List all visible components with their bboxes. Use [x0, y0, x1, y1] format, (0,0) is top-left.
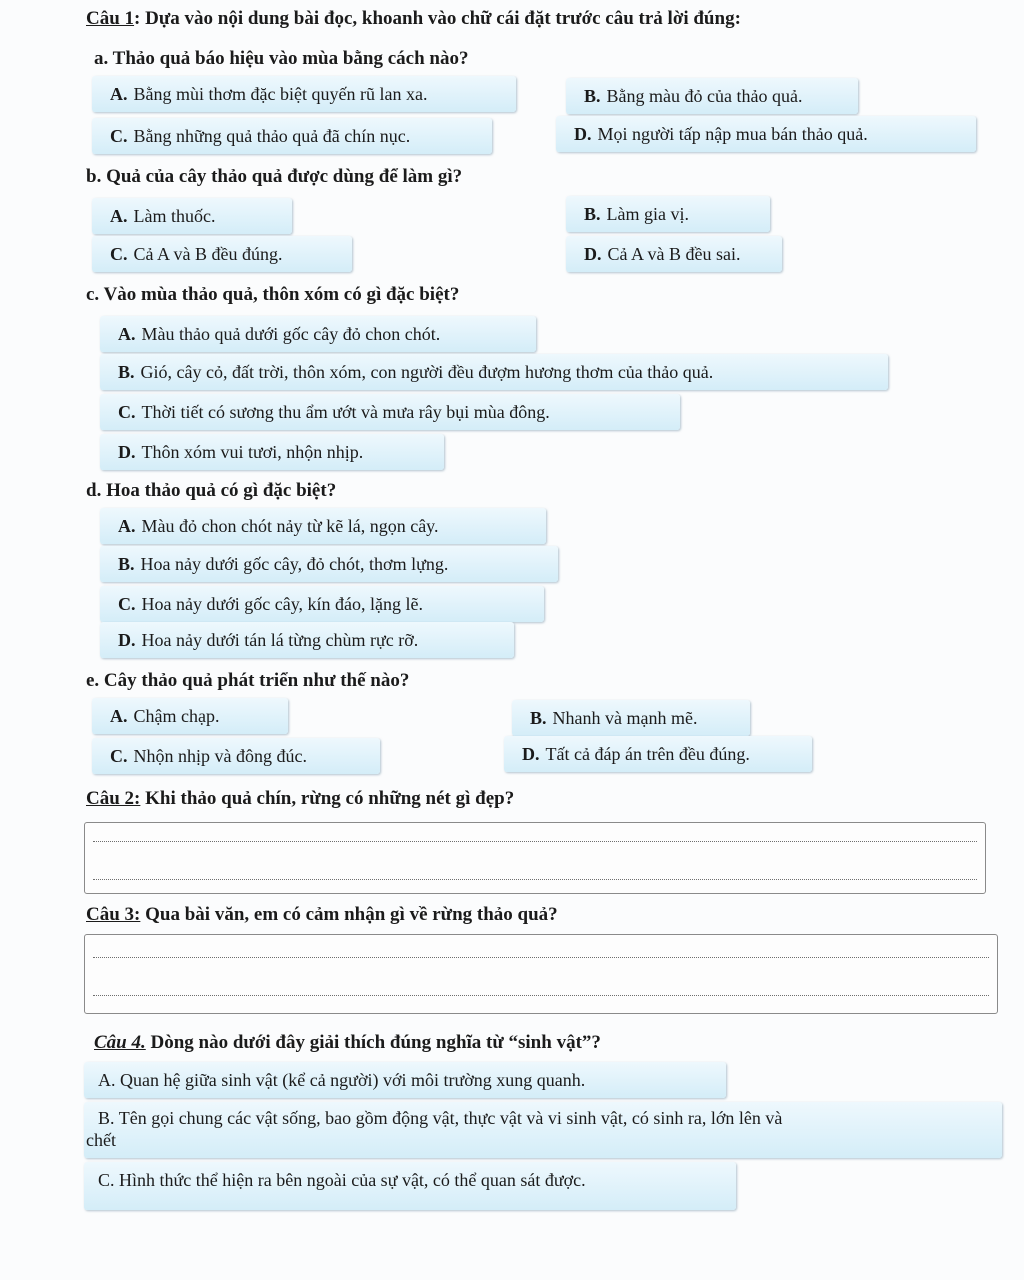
option-letter: C. [110, 746, 128, 766]
option-text: Làm gia vị. [606, 204, 689, 224]
option-1c-C[interactable] [100, 394, 680, 430]
option-letter: B. [584, 86, 601, 106]
option-text: Nhộn nhịp và đông đúc. [133, 746, 307, 766]
option-letter: C. [98, 1170, 115, 1190]
option-text: Chậm chạp. [133, 706, 220, 726]
option-letter: A. [98, 1070, 116, 1090]
option-1e-D[interactable] [504, 736, 812, 772]
q1-heading [86, 8, 741, 30]
option-letter: B. [118, 362, 135, 382]
option-letter: C. [110, 126, 128, 146]
answer-line [93, 995, 989, 996]
option-text: Quan hệ giữa sinh vật (kể cả người) với môi trường xung quanh. [120, 1070, 586, 1090]
question-1e: e. Cây thảo quả phát triển như thế nào? [86, 670, 410, 691]
option-text: Hoa nảy dưới gốc cây, kín đáo, lặng lẽ. [141, 594, 424, 614]
option-text: Tên gọi chung các vật sống, bao gồm động vật, thực vật và vi sinh vật, có sinh ra, lớn lên và [118, 1108, 783, 1128]
option-1a-B[interactable] [566, 78, 858, 114]
option-1e-B[interactable] [512, 700, 750, 736]
q3-heading [86, 904, 558, 926]
option-1e-C[interactable] [92, 738, 380, 774]
option-1d-D[interactable] [100, 622, 514, 658]
option-letter: B. [98, 1108, 115, 1128]
q3-question: Qua bài văn, em có cảm nhận gì về rừng thảo quả? [140, 904, 558, 925]
option-letter: B. [584, 204, 601, 224]
answer-line [93, 879, 977, 880]
option-1b-A[interactable] [92, 198, 292, 234]
q4-label: Câu 4. [94, 1032, 146, 1053]
option-text: Hoa nảy dưới gốc cây, đỏ chót, thơm lựng. [140, 554, 449, 574]
answer-line [93, 957, 989, 958]
option-1c-B[interactable] [100, 354, 888, 390]
option-text: Bằng những quả thảo quả đã chín nục. [133, 126, 411, 146]
option-text: Thời tiết có sương thu ẩm ướt và mưa rây bụi mùa đông. [141, 402, 550, 422]
q4-question: Dòng nào dưới đây giải thích đúng nghĩa từ “sinh vật”? [145, 1032, 601, 1053]
q2-label: Câu 2: [86, 788, 141, 809]
option-1b-D[interactable] [566, 236, 782, 272]
option-1b-C[interactable] [92, 236, 352, 272]
option-letter: D. [574, 124, 592, 144]
option-4-B-line1 [98, 1107, 994, 1129]
option-letter: A. [110, 706, 128, 726]
option-text: Thôn xóm vui tươi, nhộn nhịp. [141, 442, 364, 462]
option-1a-C[interactable] [92, 118, 492, 154]
option-text: Bằng mùi thơm đặc biệt quyến rũ lan xa. [133, 84, 428, 104]
option-text: Màu đỏ chon chót nảy từ kẽ lá, ngọn cây. [141, 516, 439, 536]
question-1c: c. Vào mùa thảo quả, thôn xóm có gì đặc biệt? [86, 284, 460, 305]
option-1b-B[interactable] [566, 196, 770, 232]
question-1d: d. Hoa thảo quả có gì đặc biệt? [86, 480, 337, 501]
option-letter: C. [118, 594, 136, 614]
option-1d-A[interactable] [100, 508, 546, 544]
option-letter: A. [118, 516, 136, 536]
option-1d-B[interactable] [100, 546, 558, 582]
option-4-C[interactable] [84, 1162, 736, 1210]
option-letter: A. [110, 84, 128, 104]
option-text: Bằng màu đỏ của thảo quả. [606, 86, 803, 106]
option-text: Hoa nảy dưới tán lá từng chùm rực rỡ. [141, 630, 419, 650]
option-1a-A[interactable] [92, 76, 516, 112]
option-letter: B. [118, 554, 135, 574]
option-text: Mọi người tấp nập mua bán thảo quả. [597, 124, 868, 144]
option-letter: A. [118, 324, 136, 344]
answer-line [93, 841, 977, 842]
option-text: Gió, cây cỏ, đất trời, thôn xóm, con người đều đượm hương thơm của thảo quả. [140, 362, 714, 382]
q2-heading [86, 788, 514, 810]
option-text: Màu thảo quả dưới gốc cây đỏ chon chót. [141, 324, 441, 344]
option-text: Làm thuốc. [133, 206, 216, 226]
option-letter: D. [522, 744, 540, 764]
option-1d-C[interactable] [100, 586, 544, 622]
option-text: Hình thức thể hiện ra bên ngoài của sự vật, có thể quan sát được. [119, 1170, 586, 1190]
option-text: Nhanh và mạnh mẽ. [552, 708, 698, 728]
option-1c-A[interactable] [100, 316, 536, 352]
q3-answer-area[interactable] [84, 934, 998, 1014]
option-text: Cả A và B đều đúng. [133, 244, 283, 264]
option-letter: D. [118, 442, 136, 462]
option-1e-A[interactable] [92, 698, 288, 734]
option-letter: C. [118, 402, 136, 422]
option-1a-D[interactable] [556, 116, 976, 152]
question-1b: b. Quả của cây thảo quả được dùng để làm gì? [86, 166, 463, 187]
option-text: Cả A và B đều sai. [607, 244, 741, 264]
question-1a: a. Thảo quả báo hiệu vào mùa bằng cách nào? [94, 48, 469, 69]
option-text: Tất cả đáp án trên đều đúng. [545, 744, 750, 764]
option-letter: A. [110, 206, 128, 226]
q3-label: Câu 3: [86, 904, 141, 925]
q1-label: Câu 1 [86, 8, 135, 29]
option-4-B-line2: chết [86, 1130, 116, 1150]
q1-instruction: : Dựa vào nội dung bài đọc, khoanh vào chữ cái đặt trước câu trả lời đúng: [134, 8, 741, 29]
q2-answer-area[interactable] [84, 822, 986, 894]
option-letter: D. [584, 244, 602, 264]
option-4-A[interactable] [84, 1062, 726, 1098]
option-letter: C. [110, 244, 128, 264]
option-1c-D[interactable] [100, 434, 444, 470]
option-letter: D. [118, 630, 136, 650]
q4-heading [94, 1032, 601, 1054]
option-4-B[interactable] [84, 1102, 1002, 1158]
option-letter: B. [530, 708, 547, 728]
q2-question: Khi thảo quả chín, rừng có những nét gì đẹp? [140, 788, 515, 809]
